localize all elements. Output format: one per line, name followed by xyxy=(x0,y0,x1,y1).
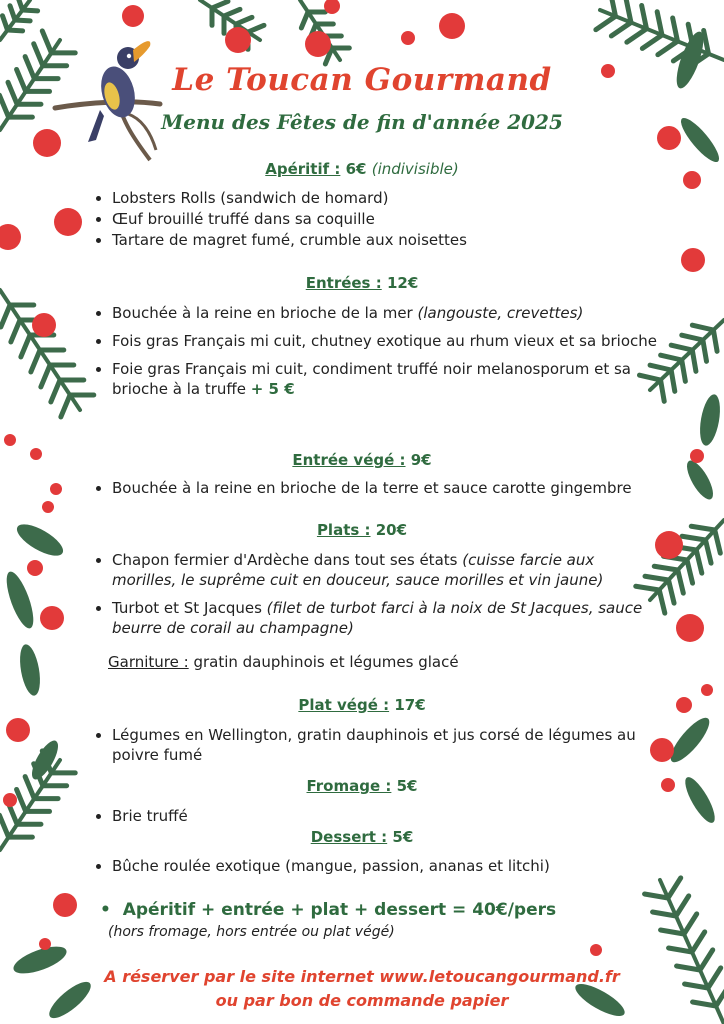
reservation-info xyxy=(0,965,724,1013)
section-heading-plat-vege xyxy=(0,696,724,714)
list-item: • Chapon fermier d'Ardèche dans tout ses états (cuisse farcie aux morilles, le suprême cuit en douceur, sauce morilles et vin jaune) xyxy=(112,550,647,590)
restaurant-title: Le Toucan Gourmand xyxy=(172,62,552,98)
garniture-line xyxy=(108,653,459,671)
menu-subtitle: Menu des Fêtes de fin d'année 2025 xyxy=(161,110,563,134)
section-heading-dessert xyxy=(0,828,724,846)
section-heading-fromage xyxy=(0,777,724,795)
section-label: Apéritif : xyxy=(265,160,341,178)
aperitif-list xyxy=(92,188,672,251)
list-item: • Œuf brouillé truffé dans sa coquille xyxy=(112,209,672,230)
entree-vege-list xyxy=(92,478,682,506)
garniture-label: Garniture : xyxy=(108,653,189,671)
section-heading-entrees xyxy=(0,274,724,292)
list-item: • Légumes en Wellington, gratin dauphinois et jus corsé de légumes au poivre fumé xyxy=(112,725,662,765)
section-heading-aperitif xyxy=(0,160,724,178)
entrees-list xyxy=(92,303,657,407)
section-heading-plats xyxy=(0,521,724,539)
reservation-line-1: A réserver par le site internet www.letoucangourmand.fr xyxy=(104,967,620,986)
section-label: Fromage : xyxy=(306,777,392,795)
section-price: 20€ xyxy=(370,521,408,539)
list-item: • Fois gras Français mi cuit, chutney exotique au rhum vieux et sa brioche xyxy=(112,331,657,351)
list-item: • Brie truffé xyxy=(112,806,662,826)
section-note: (indivisible) xyxy=(371,160,459,178)
section-heading-entree-vege xyxy=(0,451,724,469)
section-label: Entrée végé : xyxy=(292,451,406,469)
formula-offer xyxy=(100,900,556,920)
bullet-icon: • xyxy=(100,900,123,920)
section-label: Plats : xyxy=(316,521,371,539)
section-label: Dessert : xyxy=(310,828,388,846)
reservation-line-2: ou par bon de commande papier xyxy=(215,991,509,1010)
section-price: 17€ xyxy=(389,696,426,714)
plat-vege-list xyxy=(92,725,662,773)
section-price: 12€ xyxy=(381,274,419,292)
plats-list xyxy=(92,550,647,646)
section-label: Entrées : xyxy=(305,274,382,292)
list-item: • Bûche roulée exotique (mangue, passion, ananas et litchi) xyxy=(112,856,672,876)
list-item: • Foie gras Français mi cuit, condiment truffé noir melanosporum et sa brioche à la truffe + 5 € xyxy=(112,359,657,399)
section-price: 9€ xyxy=(405,451,432,469)
list-item: • Bouchée à la reine en brioche de la terre et sauce carotte gingembre xyxy=(112,478,682,498)
list-item: • Bouchée à la reine en brioche de la mer (langouste, crevettes) xyxy=(112,303,657,323)
list-item: • Turbot et St Jacques (filet de turbot farci à la noix de St Jacques, sauce beurre de corail au champagne) xyxy=(112,598,647,638)
formula-note: (hors fromage, hors entrée ou plat végé) xyxy=(108,924,395,940)
dessert-list xyxy=(92,856,672,884)
list-item: • Tartare de magret fumé, crumble aux noisettes xyxy=(112,230,672,251)
list-item: • Lobsters Rolls (sandwich de homard) xyxy=(112,188,672,209)
section-label: Plat végé : xyxy=(298,696,390,714)
section-price: 5€ xyxy=(387,828,414,846)
garniture-text: gratin dauphinois et légumes glacé xyxy=(188,653,459,671)
section-price: 5€ xyxy=(391,777,418,795)
section-price: 6€ xyxy=(340,160,367,178)
formula-text: Apéritif + entrée + plat + dessert = 40€/pers xyxy=(122,900,557,920)
